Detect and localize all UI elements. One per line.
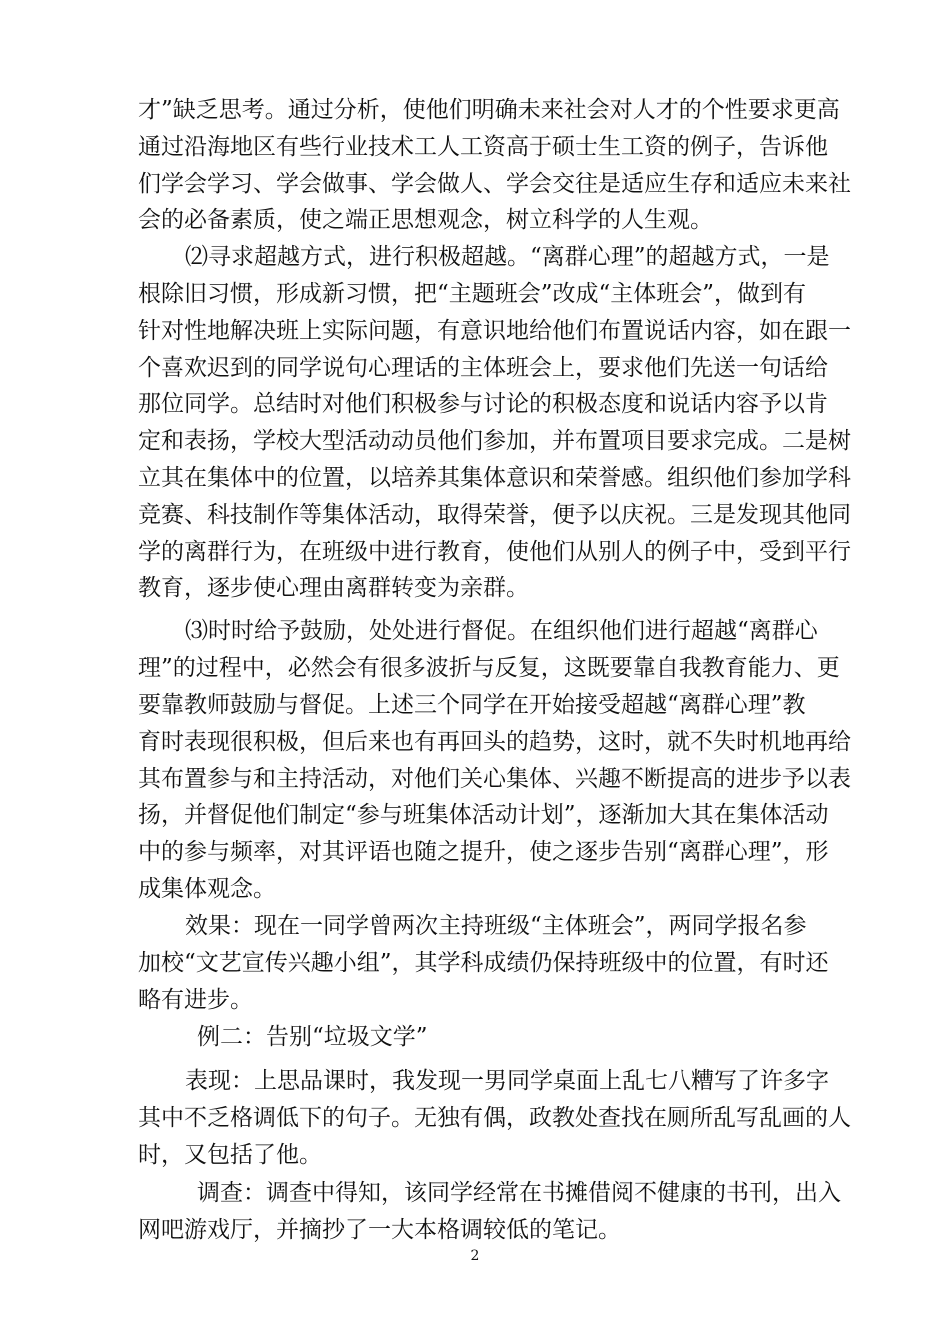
- text-line: 理”的过程中，必然会有很多波折与反复，这既要靠自我教育能力、更: [138, 655, 840, 681]
- text-line: 要靠教师鼓励与督促。上述三个同学在开始接受超越“离群心理”教: [138, 692, 806, 718]
- example-heading: 例二：告别“垃圾文学”: [197, 1024, 428, 1050]
- paragraph-start-line: 调查：调查中得知，该同学经常在书摊借阅不健康的书刊，出入: [197, 1180, 841, 1206]
- text-line: 学的离群行为，在班级中进行教育，使他们从别人的例子中，受到平行: [138, 539, 851, 565]
- paragraph-start-line: ⑶时时给予鼓励，处处进行督促。在组织他们进行超越“离群心: [185, 618, 818, 644]
- text-line: 个喜欢迟到的同学说句心理话的主体班会上，要求他们先送一句话给: [138, 355, 828, 381]
- text-line: 教育，逐步使心理由离群转变为亲群。: [138, 575, 529, 601]
- text-line: 育时表现很积极，但后来也有再回头的趋势，这时，就不失时机地再给: [138, 729, 851, 755]
- paragraph-start-line: 表现：上思品课时，我发现一男同学桌面上乱七八糟写了许多字: [185, 1068, 829, 1094]
- text-line: 略有进步。: [138, 987, 253, 1013]
- page-number: 2: [470, 1248, 480, 1264]
- text-line: 那位同学。总结时对他们积极参与讨论的积极态度和说话内容予以肯: [138, 391, 828, 417]
- text-line: 根除旧习惯，形成新习惯，把“主题班会”改成“主体班会”，做到有: [138, 281, 807, 307]
- text-line: 定和表扬，学校大型活动动员他们参加，并布置项目要求完成。二是树: [138, 428, 851, 454]
- text-line: 竞赛、科技制作等集体活动，取得荣誉，便予以庆祝。三是发现其他同: [138, 502, 851, 528]
- text-line: 时，又包括了他。: [138, 1142, 322, 1168]
- text-line: 中的参与频率，对其评语也随之提升，使之逐步告别“离群心理”，形: [138, 839, 829, 865]
- text-line: 立其在集体中的位置，以培养其集体意识和荣誉感。组织他们参加学科: [138, 465, 851, 491]
- text-line: 针对性地解决班上实际问题，有意识地给他们布置说话内容，如在跟一: [138, 318, 851, 344]
- text-line: 才”缺乏思考。通过分析，使他们明确未来社会对人才的个性要求更高: [138, 97, 840, 123]
- text-line: 通过沿海地区有些行业技术工人工资高于硕士生工资的例子，告诉他: [138, 134, 828, 160]
- paragraph-start-line: ⑵寻求超越方式，进行积极超越。“离群心理”的超越方式，一是: [185, 244, 830, 270]
- text-line: 加校“文艺宣传兴趣小组”，其学科成绩仍保持班级中的位置，有时还: [138, 950, 829, 976]
- text-line: 成集体观念。: [138, 876, 276, 902]
- text-line: 其中不乏格调低下的句子。无独有偶，政教处查找在厕所乱写乱画的人: [138, 1105, 851, 1131]
- text-line: 们学会学习、学会做事、学会做人、学会交往是适应生存和适应未来社: [138, 171, 851, 197]
- text-line: 其布置参与和主持活动，对他们关心集体、兴趣不断提高的进步予以表: [138, 766, 851, 792]
- paragraph-start-line: 效果：现在一同学曾两次主持班级“主体班会”，两同学报名参: [185, 913, 807, 939]
- text-line: 网吧游戏厅，并摘抄了一大本格调较低的笔记。: [138, 1217, 621, 1243]
- text-line: 会的必备素质，使之端正思想观念，树立科学的人生观。: [138, 207, 713, 233]
- text-line: 扬，并督促他们制定“参与班集体活动计划”，逐渐加大其在集体活动: [138, 802, 829, 828]
